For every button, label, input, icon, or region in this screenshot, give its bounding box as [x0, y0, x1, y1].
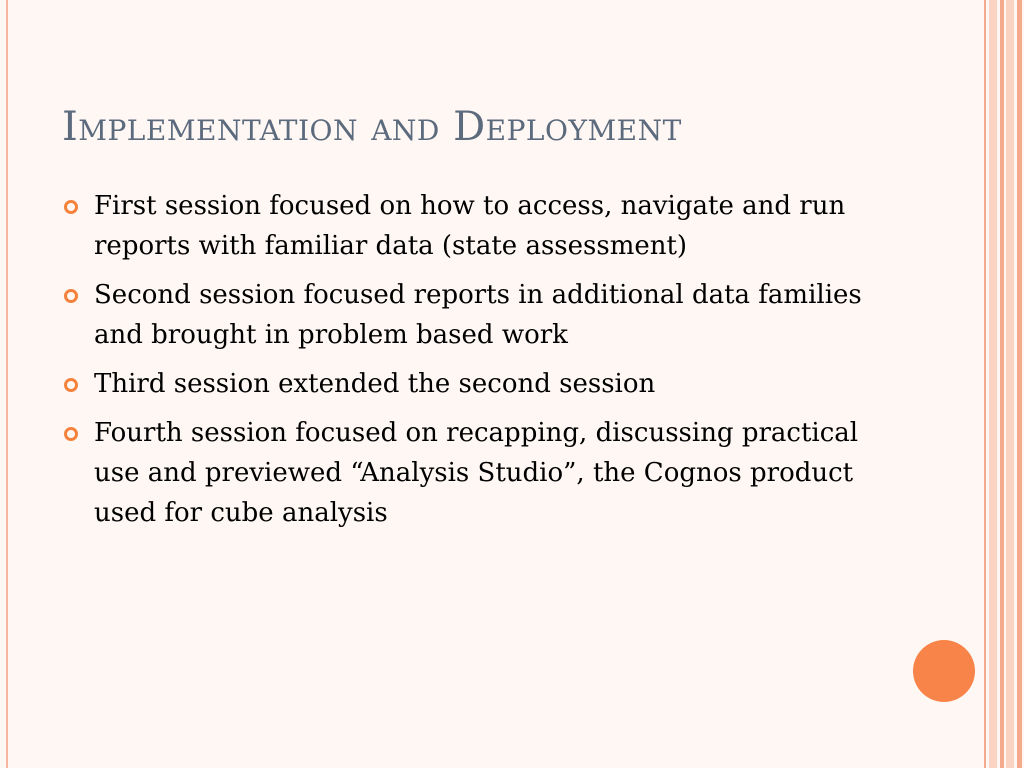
- bullet-item: [62, 275, 892, 355]
- right-decorative-stripes: [978, 0, 1024, 768]
- bullet-text: Fourth session focused on recapping, discussing practical use and previewed “Analysis Studio”, the Cognos product used for cube analysis: [94, 418, 859, 528]
- stripe: [1006, 0, 1014, 768]
- ring-bullet-icon: [64, 427, 78, 441]
- slide-title: Implementation and Deployment: [62, 104, 682, 150]
- bullet-item: [62, 186, 892, 266]
- stripe: [984, 0, 986, 768]
- left-border-line: [6, 0, 8, 768]
- bullet-text: First session focused on how to access, navigate and run reports with familiar data (state assessment): [94, 191, 846, 261]
- bullet-list: [62, 186, 892, 542]
- orange-circle-icon: [913, 640, 975, 702]
- ring-bullet-icon: [64, 289, 78, 303]
- ring-bullet-icon: [64, 200, 78, 214]
- bullet-item: [62, 413, 892, 533]
- stripe: [989, 0, 997, 768]
- ring-bullet-icon: [64, 378, 78, 392]
- bullet-text: Second session focused reports in additional data families and brought in problem based work: [94, 280, 862, 350]
- stripe: [1017, 0, 1022, 768]
- bullet-text: Third session extended the second session: [94, 369, 656, 399]
- stripe: [1000, 0, 1004, 768]
- bullet-item: [62, 364, 892, 404]
